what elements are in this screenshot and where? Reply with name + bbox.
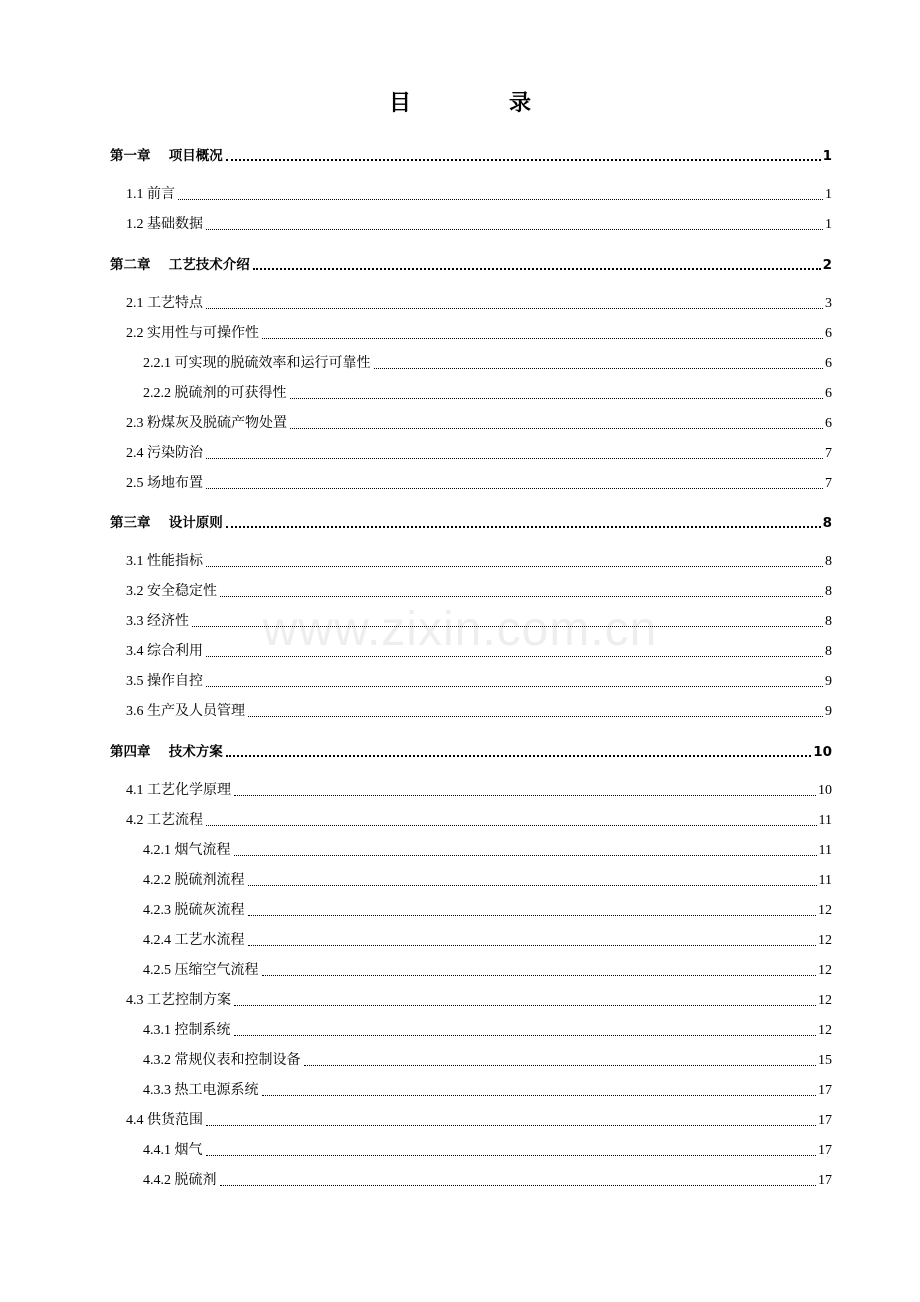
dot-leader <box>206 1155 817 1156</box>
toc-entry-label: 2.2.1 可实现的脱硫效率和运行可靠性 <box>143 356 371 371</box>
toc-subsection-entry[interactable] <box>143 351 832 373</box>
watermark: www.zixin.com.cn <box>262 603 658 656</box>
toc-entry-label: 4.2.2 脱硫剂流程 <box>143 873 245 888</box>
dot-leader <box>248 945 817 946</box>
toc-section-entry[interactable] <box>126 669 832 691</box>
toc-section-entry[interactable] <box>126 808 832 830</box>
toc-entry-label: 3.5 操作自控 <box>126 674 203 689</box>
dot-leader <box>234 1005 816 1006</box>
dot-leader <box>206 458 823 459</box>
toc-page-number: 12 <box>818 903 832 918</box>
toc-entry-label: 1.1 前言 <box>126 187 175 202</box>
dot-leader <box>234 1035 817 1036</box>
toc-page-number: 6 <box>825 416 832 431</box>
toc-chapter-entry[interactable] <box>110 252 832 274</box>
toc-section-entry[interactable] <box>126 441 832 463</box>
dot-leader <box>234 855 817 856</box>
toc-entry-label: 4.2.1 烟气流程 <box>143 843 231 858</box>
toc-page-number: 12 <box>818 1023 832 1038</box>
toc-subsection-entry[interactable] <box>143 958 832 980</box>
toc-subsection-entry[interactable] <box>143 898 832 920</box>
toc-page-number: 6 <box>825 386 832 401</box>
dot-leader <box>220 1185 817 1186</box>
dot-leader <box>248 885 817 886</box>
toc-section-entry[interactable] <box>126 212 832 234</box>
toc-entry-label: 2.1 工艺特点 <box>126 296 203 311</box>
toc-section-entry[interactable] <box>126 291 832 313</box>
toc-entry-label: 3.2 安全稳定性 <box>126 584 217 599</box>
toc-subsection-entry[interactable] <box>143 381 832 403</box>
toc-page-number: 7 <box>825 476 832 491</box>
toc-entry-label: 第三章 设计原则 <box>110 515 223 531</box>
toc-subsection-entry[interactable] <box>143 1048 832 1070</box>
dot-leader <box>206 566 823 567</box>
dot-leader <box>192 626 823 627</box>
toc-entry-label: 2.2 实用性与可操作性 <box>126 326 259 341</box>
dot-leader <box>290 398 824 399</box>
toc-page-number: 6 <box>825 326 832 341</box>
toc-section-entry[interactable] <box>126 1108 832 1130</box>
toc-section-entry[interactable] <box>126 988 832 1010</box>
toc-section-entry[interactable] <box>126 639 832 661</box>
dot-leader <box>226 755 812 757</box>
dot-leader <box>290 428 823 429</box>
toc-page-number: 9 <box>825 674 832 689</box>
page-title: 目 录 <box>388 91 569 116</box>
toc-entry-label: 4.3 工艺控制方案 <box>126 993 231 1008</box>
toc-entry-label: 3.3 经济性 <box>126 614 189 629</box>
toc-entry-label: 4.4.2 脱硫剂 <box>143 1173 217 1188</box>
toc-page-number: 12 <box>818 993 832 1008</box>
toc-section-entry[interactable] <box>126 321 832 343</box>
dot-leader <box>262 338 823 339</box>
dot-leader <box>206 656 823 657</box>
dot-leader <box>206 229 823 230</box>
toc-entry-label: 4.3.2 常规仪表和控制设备 <box>143 1053 301 1068</box>
dot-leader <box>206 825 817 826</box>
toc-page-number: 12 <box>818 963 832 978</box>
toc-page-number: 7 <box>825 446 832 461</box>
toc-entry-label: 2.4 污染防治 <box>126 446 203 461</box>
toc-subsection-entry[interactable] <box>143 1078 832 1100</box>
toc-page-number: 8 <box>825 614 832 629</box>
toc-entry-label: 4.2.3 脱硫灰流程 <box>143 903 245 918</box>
toc-section-entry[interactable] <box>126 471 832 493</box>
toc-chapter-entry[interactable] <box>110 739 832 761</box>
toc-page-number: 10 <box>813 744 832 760</box>
toc-page-number: 17 <box>818 1113 832 1128</box>
toc-entry-label: 3.4 综合利用 <box>126 644 203 659</box>
toc-page-number: 10 <box>818 783 832 798</box>
toc-page-number: 8 <box>822 515 832 531</box>
dot-leader <box>206 308 823 309</box>
toc-entry-label: 第二章 工艺技术介绍 <box>110 257 250 273</box>
toc-page-number: 8 <box>825 644 832 659</box>
toc-page-number: 9 <box>825 704 832 719</box>
toc-page-number: 17 <box>818 1173 832 1188</box>
toc-entry-label: 4.1 工艺化学原理 <box>126 783 231 798</box>
toc-entry-label: 4.4.1 烟气 <box>143 1143 203 1158</box>
toc-section-entry[interactable] <box>126 549 832 571</box>
toc-page-number: 6 <box>825 356 832 371</box>
toc-entry-label: 4.2.4 工艺水流程 <box>143 933 245 948</box>
dot-leader <box>253 268 821 270</box>
dot-leader <box>226 159 821 161</box>
toc-page-number: 3 <box>825 296 832 311</box>
toc-page-number: 17 <box>818 1083 832 1098</box>
toc-section-entry[interactable] <box>126 182 832 204</box>
toc-section-entry[interactable] <box>126 579 832 601</box>
toc-entry-label: 2.3 粉煤灰及脱硫产物处置 <box>126 416 287 431</box>
toc-entry-label: 4.2 工艺流程 <box>126 813 203 828</box>
dot-leader <box>206 488 823 489</box>
toc-page-number: 2 <box>822 257 832 273</box>
toc-page-number: 17 <box>818 1143 832 1158</box>
toc-section-entry[interactable] <box>126 609 832 631</box>
toc-subsection-entry[interactable] <box>143 1018 832 1040</box>
toc-page-number: 1 <box>825 217 832 232</box>
toc-subsection-entry[interactable] <box>143 1138 832 1160</box>
dot-leader <box>226 526 821 528</box>
toc-subsection-entry[interactable] <box>143 838 832 860</box>
toc-section-entry[interactable] <box>126 411 832 433</box>
toc-entry-label: 4.3.3 热工电源系统 <box>143 1083 259 1098</box>
toc-page-number: 11 <box>818 813 832 828</box>
dot-leader <box>206 1125 816 1126</box>
dot-leader <box>220 596 823 597</box>
toc-entry-label: 2.5 场地布置 <box>126 476 203 491</box>
toc-subsection-entry[interactable] <box>143 928 832 950</box>
toc-subsection-entry[interactable] <box>143 1168 832 1190</box>
dot-leader <box>262 1095 817 1096</box>
dot-leader <box>374 368 824 369</box>
toc-entry-label: 1.2 基础数据 <box>126 217 203 232</box>
toc-page-number: 12 <box>818 933 832 948</box>
toc-subsection-entry[interactable] <box>143 868 832 890</box>
toc-page-number: 11 <box>818 873 832 888</box>
toc-entry-label: 2.2.2 脱硫剂的可获得性 <box>143 386 287 401</box>
toc-page-number: 15 <box>818 1053 832 1068</box>
dot-leader <box>262 975 817 976</box>
toc-entry-label: 第一章 项目概况 <box>110 148 223 164</box>
toc-chapter-entry[interactable] <box>110 143 832 165</box>
dot-leader <box>248 716 823 717</box>
toc-page-number: 8 <box>825 584 832 599</box>
toc-entry-label: 4.2.5 压缩空气流程 <box>143 963 259 978</box>
dot-leader <box>234 795 816 796</box>
toc-page-number: 8 <box>825 554 832 569</box>
dot-leader <box>248 915 817 916</box>
dot-leader <box>304 1065 817 1066</box>
toc-page-number: 1 <box>822 148 832 164</box>
toc-entry-label: 4.3.1 控制系统 <box>143 1023 231 1038</box>
toc-entry-label: 3.6 生产及人员管理 <box>126 704 245 719</box>
toc-page-number: 11 <box>818 843 832 858</box>
toc-section-entry[interactable] <box>126 699 832 721</box>
toc-entry-label: 第四章 技术方案 <box>110 744 223 760</box>
toc-page-number: 1 <box>825 187 832 202</box>
toc-entry-label: 3.1 性能指标 <box>126 554 203 569</box>
dot-leader <box>206 686 823 687</box>
dot-leader <box>178 199 823 200</box>
toc-chapter-entry[interactable] <box>110 510 832 532</box>
toc-entry-label: 4.4 供货范围 <box>126 1113 203 1128</box>
toc-section-entry[interactable] <box>126 778 832 800</box>
